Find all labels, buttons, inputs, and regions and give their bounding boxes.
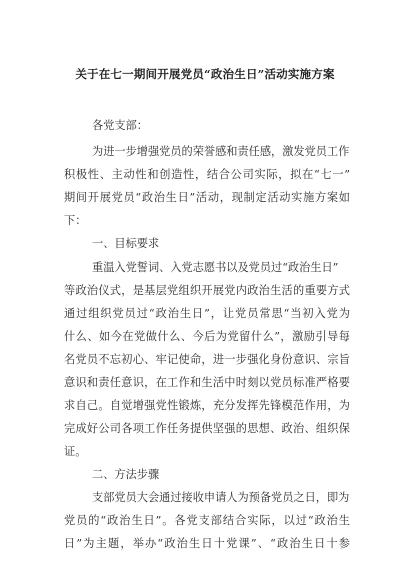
paragraph-1-line-2: 积极性、主动性和创造性，结合公司实际，拟在“七一” [64, 168, 350, 181]
paragraph-2-line-9: 证。 [64, 445, 87, 458]
document-title: 关于在七一期间开展党员“政治生日”活动实施方案 [75, 67, 335, 81]
paragraph-2-line-6: 意识和责任意识，在工作和生活中时刻以党员标准严格要 [64, 376, 350, 389]
section-heading-1: 一、目标要求 [92, 237, 160, 250]
paragraph-1-line-4: 下： [64, 214, 87, 227]
paragraph-1-line-3: 期间开展党员“政治生日”活动，现制定活动实施方案如 [64, 191, 350, 204]
paragraph-2-line-5: 名党员不忘初心、牢记使命，进一步强化身份意识、宗旨 [64, 353, 350, 366]
section-heading-2: 二、方法步骤 [92, 468, 160, 481]
paragraph-2-line-7: 求自己。自觉增强党性锻炼，充分发挥先锋模范作用，为 [64, 399, 350, 412]
paragraph-1-line-1: 为进一步增强党员的荣誉感和责任感，激发党员工作 [92, 145, 350, 158]
paragraph-3-line-3: 日”为主题，举办“政治生日十党课”、“政治生日十参 [64, 537, 350, 550]
salutation: 各党支部： [92, 119, 148, 132]
paragraph-2-line-2: 等政治仪式，是基层党组织开展党内政治生活的重要方式 [64, 284, 350, 297]
paragraph-3-line-1: 支部党员大会通过接收申请人为预备党员之日，即为 [92, 491, 350, 504]
paragraph-2-line-8: 完成好公司各项工作任务提供坚强的思想、政治、组织保 [64, 422, 350, 435]
paragraph-2-line-4: 什么、如今在党做什么、今后为党留什么”，激励引导每 [64, 330, 350, 343]
paragraph-3-line-2: 党员的“政治生日”。各党支部结合实际，以过“政治生 [64, 514, 350, 527]
paragraph-2-line-1: 重温入党誓词、入党志愿书以及党员过“政治生日” [92, 261, 339, 274]
paragraph-2-line-3: 通过组织党员过“政治生日”，让党员常思“当初入党为 [64, 307, 350, 320]
